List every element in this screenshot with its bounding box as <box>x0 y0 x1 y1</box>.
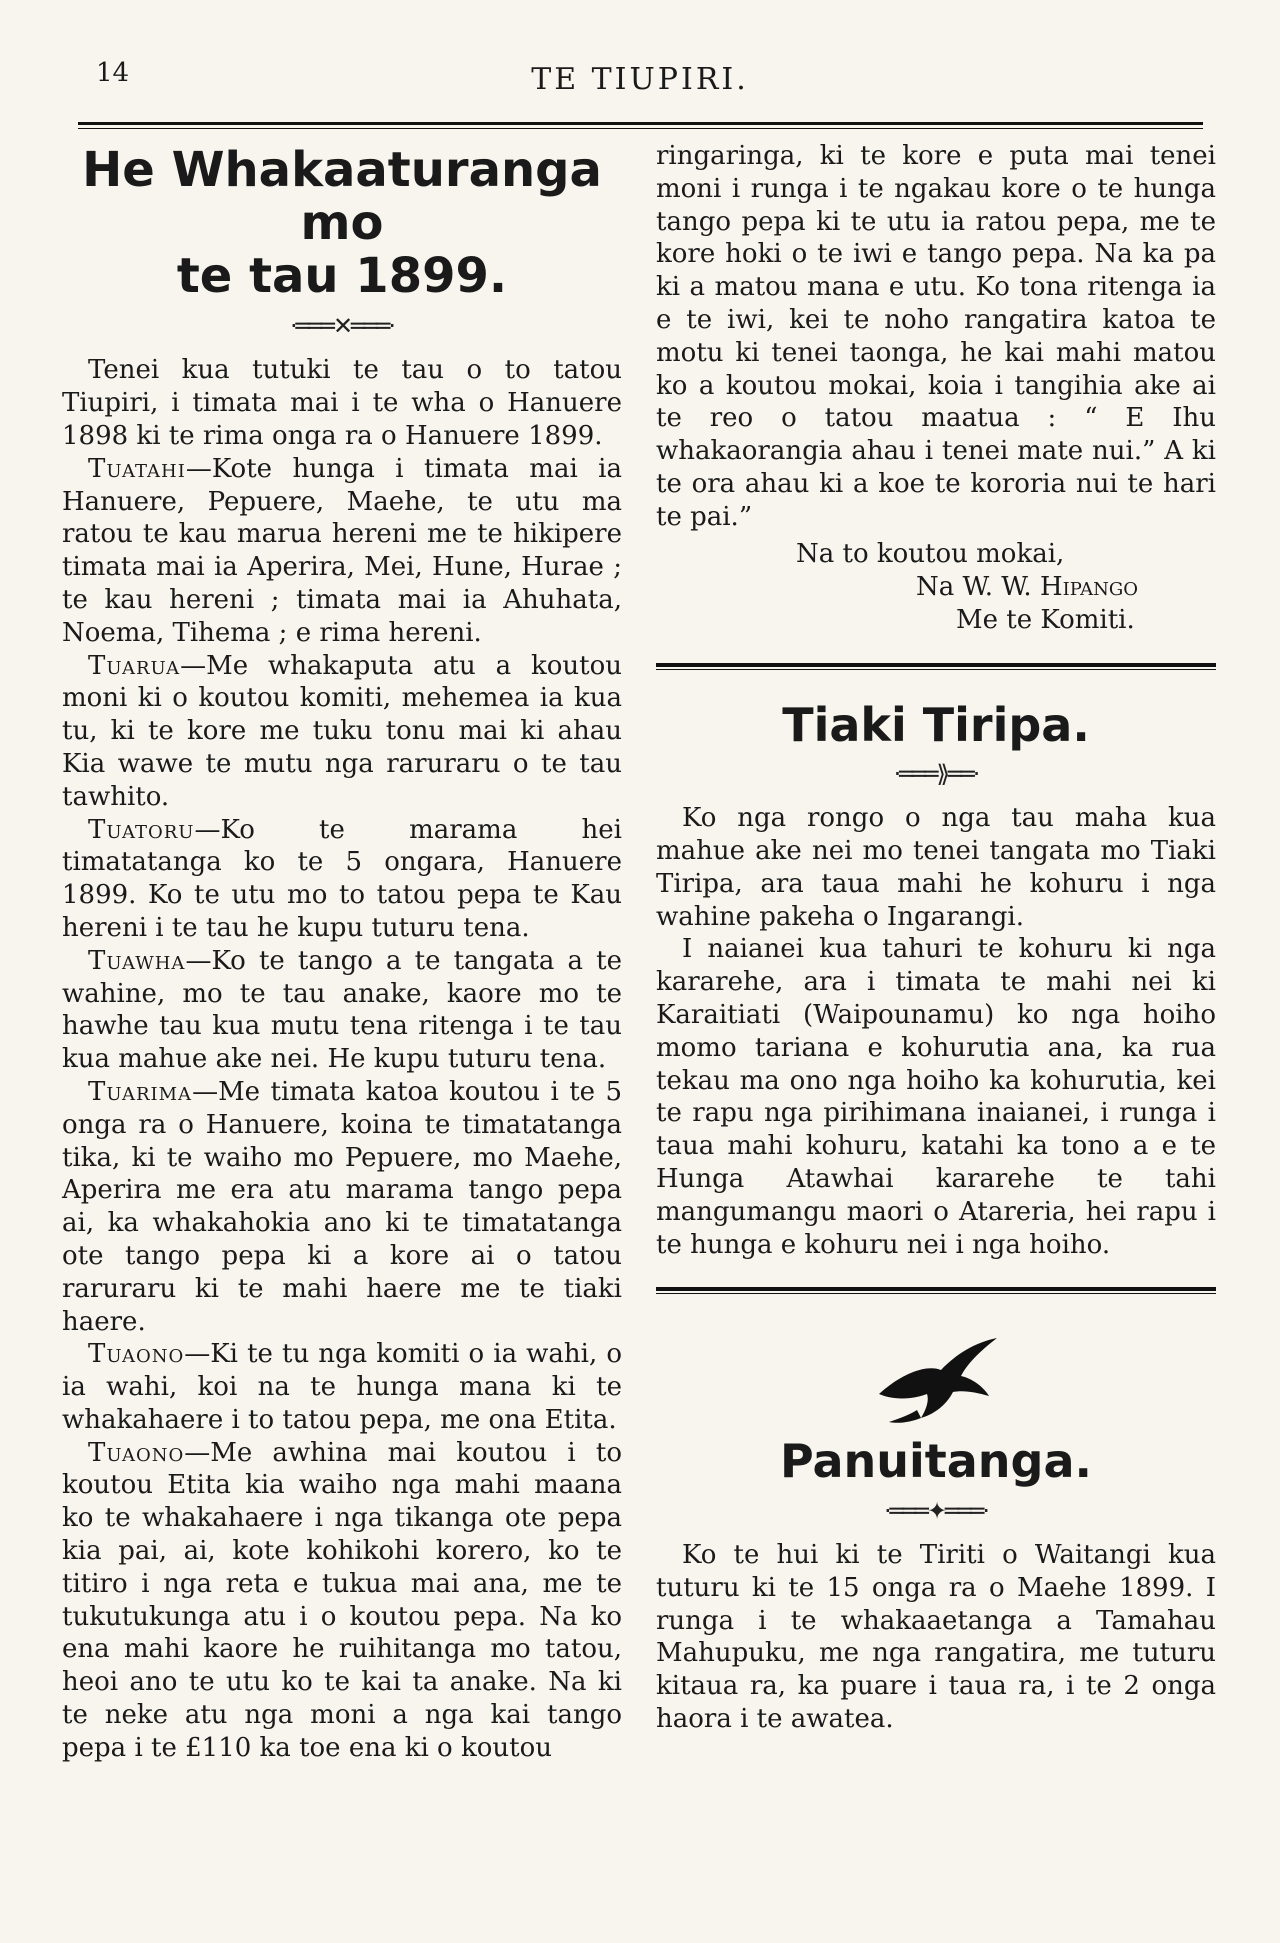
lead-word: Tuaono <box>88 1339 185 1370</box>
signature-name <box>656 571 1216 604</box>
ornament-divider: ·═══✕═══· <box>289 312 395 341</box>
paragraph-tuarima <box>62 1076 622 1338</box>
paragraph-tuatahi <box>62 453 622 650</box>
paragraph-text: —Ko te tango a te tangata a te wahine, mo te tau anake, kaore mo te hawhe tau kua mutu tena ritenga i te tau kua mahue ake nei. He kupu tuturu tena. <box>62 945 622 1075</box>
paragraph-text: —Me timata katoa koutou i te 5 onga ra o Hanuere, koina te timatatanga tika, ki te waiho mo Pepuere, mo Maehe, Aperira me era atu marama tango pepa ai, ka whakahokia ano ki te timatatanga ote tango pepa ki a kore ai o tatou raruraru ki te mahi haere me te tiaki haere. <box>62 1076 622 1337</box>
signature-block <box>656 538 1216 637</box>
paragraph-tuawha <box>62 945 622 1076</box>
signature-line: Na to koutou mokai, <box>796 538 1065 569</box>
header-rule <box>78 122 1203 129</box>
page-number: 14 <box>96 58 130 88</box>
continued-paragraph: ringaringa, ki te kore e puta mai tenei moni i runga i te ngakau kore o te hunga tango pepa ki te utu ia ratou pepa, me te kore hoki o te iwi e tango pepa. Na ka pa ki a matou mana e utu. Ko tona ritenga ia e te iwi, kei te noho rangatira katoa te motu ki tenei taonga, he kai mahi matou ko a koutou mokai, koia i tangihia ake ai te reo o tatou maatua : “ E Ihu whakaorangia ahau i tenei mate nui.” A ki te ora ahau ki a koe te kororia nui te hari te pai.” <box>656 141 1216 532</box>
article-title <box>62 144 622 302</box>
lead-word: Tuarima <box>88 1076 193 1107</box>
tiaki-paragraph-1: Ko nga rongo o nga tau maha kua mahue ake nei mo tenei tangata mo Tiaki Tiripa, ara taua mahi he kohuru i nga wahine pakeha o Ingarangi. <box>656 803 1216 932</box>
paragraph-tuarua <box>62 650 622 814</box>
paragraph-text: —Ko te marama hei timatatanga ko te 5 ongara, Hanuere 1899. Ko te utu mo to tatou pepa te Kau hereni i te tau he kupu tuturu tena. <box>62 814 622 943</box>
signature-surname: Hipango <box>1039 571 1139 602</box>
lead-word: Tuaono <box>88 1437 185 1468</box>
signature-prefix: Na W. W. <box>916 571 1032 602</box>
lead-word: Tuatahi <box>88 453 186 484</box>
paragraph-text: —Ki te tu nga komiti o ia wahi, o ia wahi, koi na te hunga mana ki te whakahaere i to tatou pepa, me ona Etita. <box>62 1339 622 1435</box>
right-column <box>656 140 1216 1736</box>
section-rule <box>656 663 1216 670</box>
ornament-divider: ·═══✦═══· <box>883 1496 989 1525</box>
tiaki-paragraph-2: I naianei kua tahuri te kohuru ki nga kararehe, ara i timata te mahi nei ki Karaitiati (Waipounamu) ko nga hoiho momo tariana e kohurutia ana, ka rua tekau ma ono nga hoiho ka kohurutia, kei te rapu nga pirihimana inaianei, i runga i taua mahi kohuru, katahi ka tono a e te Hunga Atawhai kararehe te tahi mangumangu maori o Atareria, hei rapu i te hunga e kohuru nei i nga hoiho. <box>656 934 1216 1260</box>
lead-word: Tuawha <box>88 945 186 976</box>
paragraph-text: —Me whakaputa atu a koutou moni ki o koutou komiti, mehemea ia kua tu, ki te kore me tuku tonu mai ki ahau Kia wawe te mutu nga raruraru o te tau tawhito. <box>62 650 622 812</box>
paragraph-text: —Me awhina mai koutou i to koutou Etita kia waiho nga mahi maana ko te whakahaere i nga tikanga ote pepa kia pai, ai, kote kohikohi korero, ko te titiro i nga reta e tukua mai ana, me te tukutukunga atu i o koutou pepa. Na ko ena mahi kaore he ruihitanga mo tatou, heoi ano te utu ko te kai ta anake. Na ki te neke atu nga moni a nga kai tango pepa i te £110 ka toe ena ki o koutou <box>62 1437 622 1763</box>
ornament-divider: ·═══⟫══· <box>893 760 979 789</box>
section-rule <box>656 1287 1216 1294</box>
section-title-tiaki: Tiaki Tiripa. <box>782 697 1090 752</box>
swallow-bird-icon <box>871 1334 1001 1426</box>
left-column <box>62 140 622 1765</box>
paragraph-tuaono <box>62 1338 622 1436</box>
running-title: TE TIUPIRI. <box>531 62 749 97</box>
intro-paragraph: Tenei kua tutuki te tau o to tatou Tiupiri, i timata mai i te wha o Hanuere 1898 ki te rima onga ra o Hanuere 1899. <box>62 355 622 451</box>
paragraph-tuaono-2 <box>62 1437 622 1765</box>
lead-word: Tuatoru <box>88 814 195 845</box>
panuitanga-paragraph: Ko te hui ki te Tiriti o Waitangi kua tuturu ki te 15 onga ra o Maehe 1899. I runga i te whakaaetanga a Tamahau Mahupuku, me nga rangatira, me tuturu kitaua ra, ka puare i taua ra, i te 2 onga haora i te awatea. <box>656 1539 1216 1734</box>
section-title-panuitanga: Panuitanga. <box>779 1434 1092 1489</box>
signature-committee: Me te Komiti. <box>956 604 1135 635</box>
article-title-line1: He Whakaaturanga mo <box>82 142 602 251</box>
article-title-line2: te tau 1899. <box>176 247 508 304</box>
paragraph-tuatoru <box>62 814 622 945</box>
paragraph-text: —Kote hunga i timata mai ia Hanuere, Pepuere, Maehe, te utu ma ratou te kau marua hereni me te hikipere timata mai ia Aperira, Mei, Hune, Hurae ; te kau hereni ; timata mai ia Ahuhata, Noema, Tihema ; e rima hereni. <box>62 453 622 648</box>
lead-word: Tuarua <box>88 650 181 681</box>
